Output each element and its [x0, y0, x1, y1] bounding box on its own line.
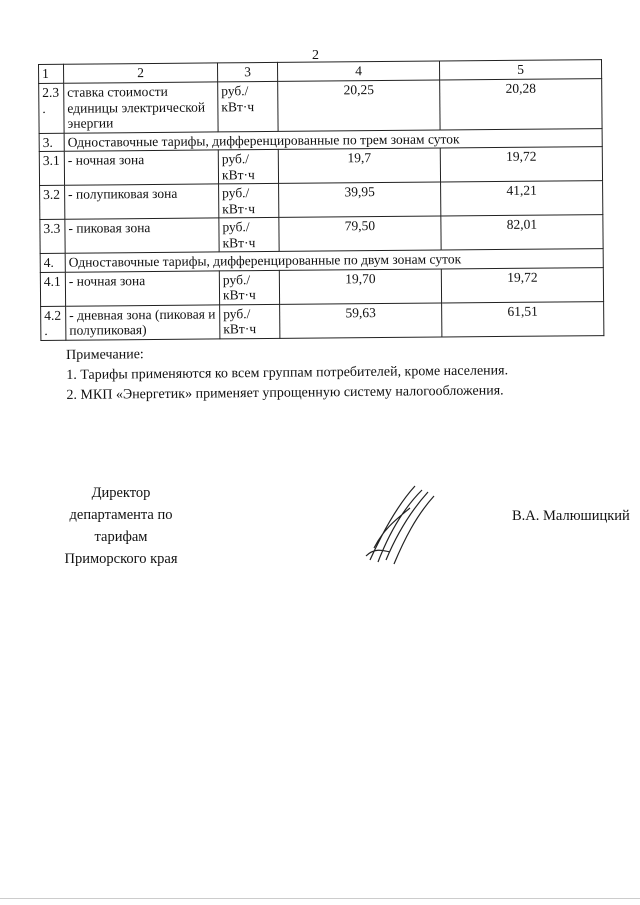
signatory-title-line: Директор	[91, 485, 151, 501]
row-name: - полупиковая зона	[65, 184, 219, 219]
row-name: - ночная зона	[65, 271, 219, 306]
value-col4: 20,25	[278, 80, 440, 131]
header-cell: 2	[64, 63, 218, 83]
value-col5: 19,72	[441, 267, 603, 302]
value-col5: 41,21	[441, 181, 603, 216]
note-item: 2. МКП «Энергетик» применяет упрощенную систему налогообложения.	[66, 383, 504, 403]
row-number: 3.1	[39, 151, 64, 185]
section-title: Одноставочные тарифы, дифференцированные по трем зонам суток	[64, 128, 602, 151]
row-unit: руб./кВт·ч	[219, 183, 279, 218]
table-row	[40, 215, 603, 254]
header-cell: 1	[39, 64, 64, 83]
value-col4: 79,50	[279, 216, 441, 251]
value-col5: 82,01	[441, 215, 603, 250]
header-cell: 4	[277, 61, 439, 81]
value-col5: 61,51	[442, 301, 604, 336]
value-col4: 19,70	[279, 269, 441, 304]
row-unit: руб./кВт·ч	[219, 218, 279, 253]
value-col4: 19,7	[278, 148, 440, 183]
row-unit: руб./кВт·ч	[218, 81, 278, 131]
row-unit: руб./кВт·ч	[220, 304, 280, 339]
signatory-title	[46, 482, 196, 570]
row-number: 4.1	[40, 272, 65, 306]
value-col4: 39,95	[279, 182, 441, 217]
tariff-table	[38, 59, 604, 341]
row-unit: руб./кВт·ч	[219, 270, 279, 305]
row-number: 2.3 .	[39, 83, 64, 133]
table-row	[41, 301, 604, 340]
tariff-table-body	[39, 60, 604, 341]
row-name: - ночная зона	[64, 150, 218, 185]
notes-heading: Примечание:	[66, 347, 144, 363]
header-cell: 5	[439, 60, 601, 80]
value-col5: 19,72	[440, 147, 602, 182]
table-row	[40, 267, 603, 306]
table-row	[40, 181, 603, 220]
table-row	[39, 79, 602, 133]
row-number: 4.	[40, 253, 65, 272]
row-number: 3.2	[40, 185, 65, 219]
notes-block	[66, 341, 508, 406]
note-item: 1. Тарифы применяются ко всем группам потребителей, кроме населения.	[66, 363, 509, 383]
row-number: 4.2 .	[41, 306, 66, 340]
handwritten-signature	[360, 478, 440, 568]
value-col4: 59,63	[280, 303, 442, 338]
bottom-scan-line	[0, 898, 640, 899]
signatory-name: В.А. Малюшицкий	[512, 508, 630, 524]
row-name: - пиковая зона	[65, 218, 219, 253]
row-number: 3.3	[40, 219, 65, 253]
table-row	[39, 147, 602, 186]
row-name: ставка стоимости единицы электрической энергии	[64, 82, 218, 133]
header-cell: 3	[217, 62, 277, 82]
signatory-title-line: Приморского края	[64, 551, 178, 567]
page-number: 2	[312, 48, 319, 63]
section-title: Одноставочные тарифы, дифференцированные по двум зонам суток	[65, 249, 603, 272]
value-col5: 20,28	[440, 79, 602, 130]
row-number: 3.	[39, 133, 64, 152]
row-name: - дневная зона (пиковая и полупиковая)	[66, 305, 220, 340]
row-unit: руб./кВт·ч	[218, 149, 278, 184]
signatory-title-line: департамента по тарифам	[69, 507, 173, 545]
